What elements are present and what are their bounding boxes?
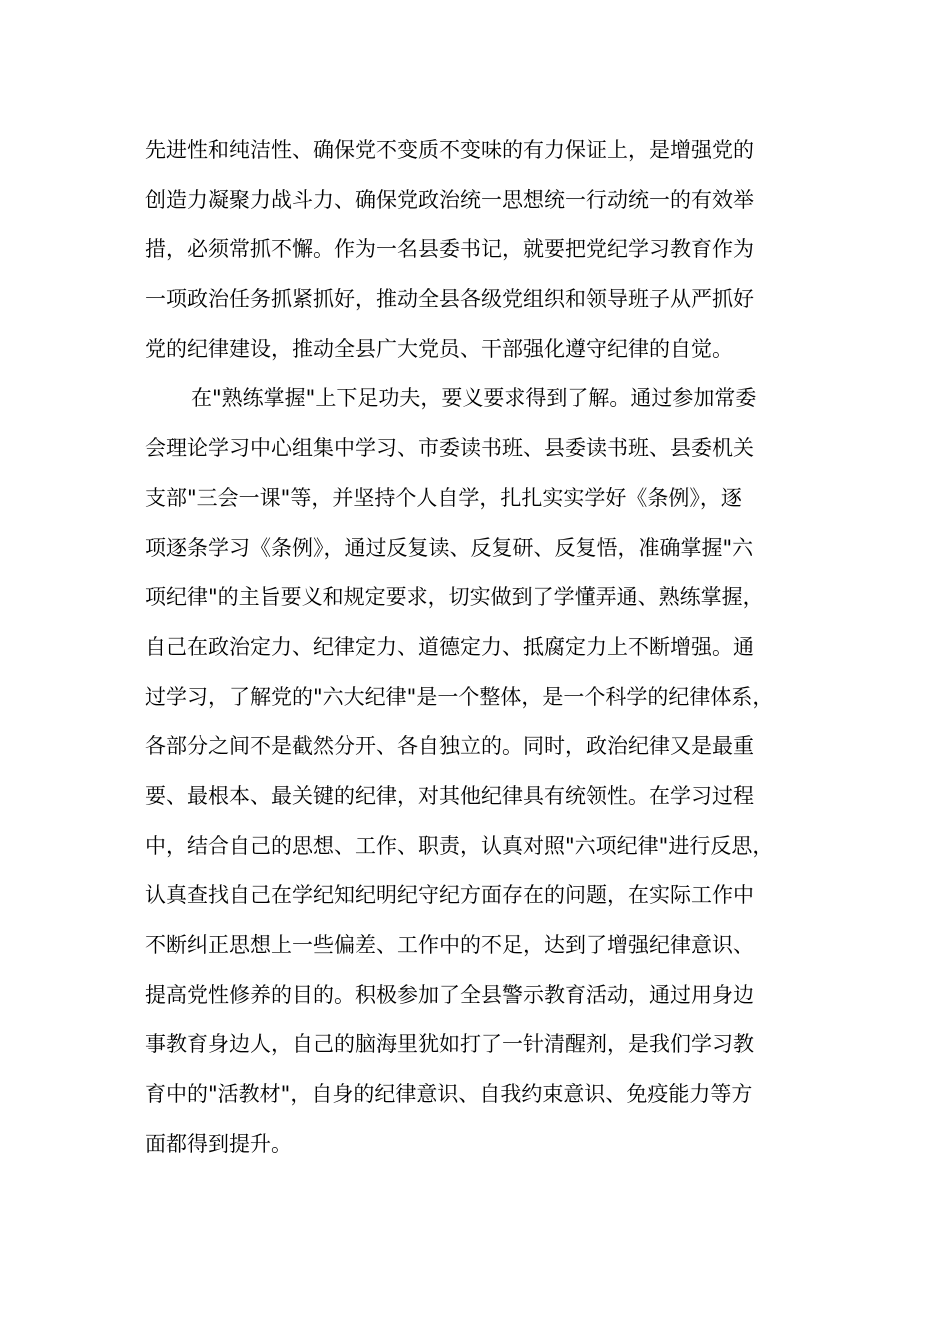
paragraph-line: 中，结合自己的思想、工作、职责，认真对照"六项纪律"进行反思， <box>145 833 774 858</box>
paragraph-line: 育中的"活教材"，自身的纪律意识、自我约束意识、免疫能力等方 <box>145 1082 753 1107</box>
paragraph-1 <box>145 126 845 374</box>
paragraph-line: 项纪律"的主旨要义和规定要求，切实做到了学懂弄通、熟练掌握， <box>145 585 764 610</box>
paragraph-line: 过学习，了解党的"六大纪律"是一个整体，是一个科学的纪律体系， <box>145 684 774 709</box>
paragraph-line: 各部分之间不是截然分开、各自独立的。同时，政治纪律又是最重 <box>145 734 754 759</box>
paragraph-line: 措，必须常抓不懈。作为一名县委书记，就要把党纪学习教育作为 <box>145 237 754 262</box>
paragraph-line: 创造力凝聚力战斗力、确保党政治统一思想统一行动统一的有效举 <box>145 187 754 212</box>
paragraph-line: 不断纠正思想上一些偏差、工作中的不足，达到了增强纪律意识、 <box>145 933 754 957</box>
paragraph-line: 面都得到提升。 <box>145 1131 292 1156</box>
paragraph-line: 先进性和纯洁性、确保党不变质不变味的有力保证上，是增强党的 <box>145 138 754 162</box>
paragraph-line: 提高党性修养的目的。积极参加了全县警示教育活动，通过用身边 <box>145 982 754 1007</box>
paragraph-first-line: 在"熟练掌握"上下足功夫，要义要求得到了解。通过参加常委 <box>191 386 757 411</box>
paragraph-line: 党的纪律建设，推动全县广大党员、干部强化遵守纪律的自觉。 <box>145 336 733 361</box>
paragraph-line: 支部"三会一课"等，并坚持个人自学，扎扎实实学好《条例》，逐 <box>145 485 742 510</box>
paragraph-line: 认真查找自己在学纪知纪明纪守纪方面存在的问题，在实际工作中 <box>145 883 754 908</box>
paragraph-line: 一项政治任务抓紧抓好，推动全县各级党组织和领导班子从严抓好 <box>145 287 754 312</box>
paragraph-line: 会理论学习中心组集中学习、市委读书班、县委读书班、县委机关 <box>145 436 754 461</box>
paragraph-line: 自己在政治定力、纪律定力、道德定力、抵腐定力上不断增强。通 <box>145 634 754 659</box>
paragraph-2 <box>145 374 845 1169</box>
paragraph-line: 事教育身边人，自己的脑海里犹如打了一针清醒剂，是我们学习教 <box>145 1032 754 1057</box>
paragraph-line: 项逐条学习《条例》，通过反复读、反复研、反复悟，准确掌握"六 <box>145 535 754 560</box>
paragraph-line: 要、最根本、最关键的纪律，对其他纪律具有统领性。在学习过程 <box>145 783 754 808</box>
body-text <box>145 126 845 1169</box>
